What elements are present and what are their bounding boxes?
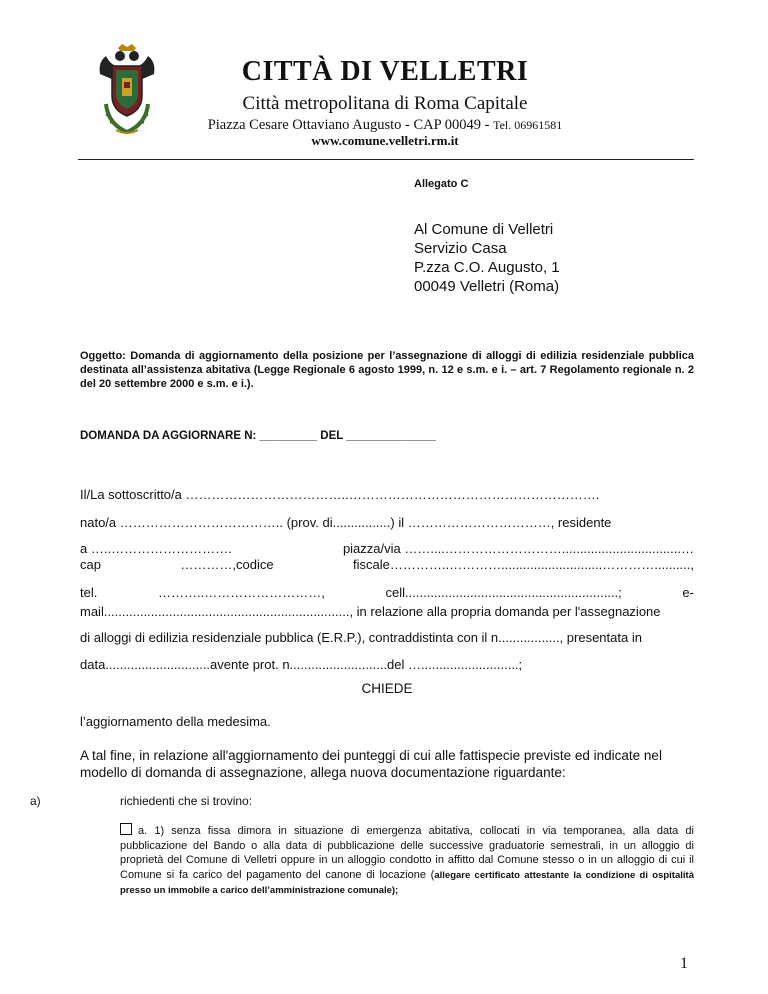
page-number: 1 xyxy=(680,955,688,972)
form-city-field: a …..………………………. xyxy=(80,541,232,556)
city-subtitle: Città metropolitana di Roma Capitale xyxy=(242,93,528,114)
form-line-cap xyxy=(80,557,694,572)
chiede-heading: CHIEDE xyxy=(361,681,413,696)
recipient-block xyxy=(414,220,560,296)
recipient-line: 00049 Velletri (Roma) xyxy=(414,278,560,295)
aggiornamento-text: l’aggiornamento della medesima. xyxy=(80,714,271,729)
recipient-line: P.zza C.O. Augusto, 1 xyxy=(414,259,560,276)
a1-checkbox[interactable] xyxy=(120,823,132,835)
city-address xyxy=(170,117,600,134)
subject-paragraph: Oggetto: Domanda di aggiornamento della posizione per l’assegnazione di alloggi di edilizia residenziale pubblica destinata all’assistenza abitativa (Legge Regionale 6 agosto 1999, n. 12 e s.m. e i. – art. 7 Regolamento regionale n. 2 del 20 settembre 2000 e s.m. e i.). xyxy=(80,350,694,390)
address-text: Piazza Cesare Ottaviano Augusto - CAP 00049 - xyxy=(207,117,494,133)
form-line-name: Il/La sottoscritto/a ………………………………..…………………………………………………. xyxy=(80,487,600,502)
form-fiscale-field: fiscale…………..…………............................………….........., xyxy=(353,557,694,572)
form-tel-field: ………..………………………, xyxy=(158,585,325,600)
header-divider xyxy=(78,159,694,160)
city-title: CITTÀ DI VELLETRI xyxy=(241,56,529,87)
a1-bold-text: allegare certificato attestante la condizione di ospitalità presso un immobile a carico dell’amministrazione comunale); xyxy=(120,869,694,896)
form-line-birth: nato/a ……………………………….. (prov. di................) il ……………………………, residente xyxy=(80,515,612,530)
form-email-prefix: e- xyxy=(682,585,694,600)
form-cap-label: cap xyxy=(80,557,101,572)
recipient-line: Servizio Casa xyxy=(414,240,507,257)
form-line-erp: di alloggi di edilizia residenziale pubblica (E.R.P.), contraddistinta con il n................., presentata in xyxy=(80,630,642,645)
domanda-number-line: DOMANDA DA AGGIORNARE N: _________ DEL ______________ xyxy=(80,430,436,442)
form-line-data: data.............................avente prot. n...........................del …...........................; xyxy=(80,657,523,672)
recipient-line: Al Comune di Velletri xyxy=(414,221,554,238)
form-cell-field: cell...........................................................; xyxy=(385,585,622,600)
a1-text: a. 1) senza fissa dimora in situazione di emergenza abitativa, collocati in via temporanea, alla data di pubblicazione del Bando o alla data di pubblicazione delle successive graduatorie semestrali, in un alloggio di proprietà del Comune di Velletri oppure in un alloggio condotto in affitto dal Comune stesso o in un alloggio di cui il Comune si fa carico del pagamento del canone di locazione ( xyxy=(120,825,694,881)
allegato-label: Allegato C xyxy=(414,178,469,190)
option-a1 xyxy=(120,823,694,899)
form-line-phone xyxy=(80,585,694,600)
form-line-residence xyxy=(80,541,694,556)
form-codice-field: …………,codice xyxy=(180,557,274,572)
city-website: www.comune.velletri.rm.it xyxy=(311,133,459,148)
form-line-email: mail...................................................................., in relazione alla propria domanda per l'assegnazione xyxy=(80,604,661,619)
form-street-field: piazza/via ……....……………………….................................… xyxy=(342,541,694,556)
a-fine-paragraph: A tal fine, in relazione all'aggiornamento dei punteggi di cui alle fattispecie previste ed indicate nel modello di domanda di assegnazione, allega nuova documentazione riguardante: xyxy=(80,748,662,780)
section-a-label: a) xyxy=(30,794,41,808)
city-crest-logo xyxy=(96,44,158,138)
form-tel-label: tel. xyxy=(80,585,98,600)
section-a-text: richiedenti che si trovino: xyxy=(120,794,253,808)
phone-number: Tel. 06961581 xyxy=(493,118,563,132)
